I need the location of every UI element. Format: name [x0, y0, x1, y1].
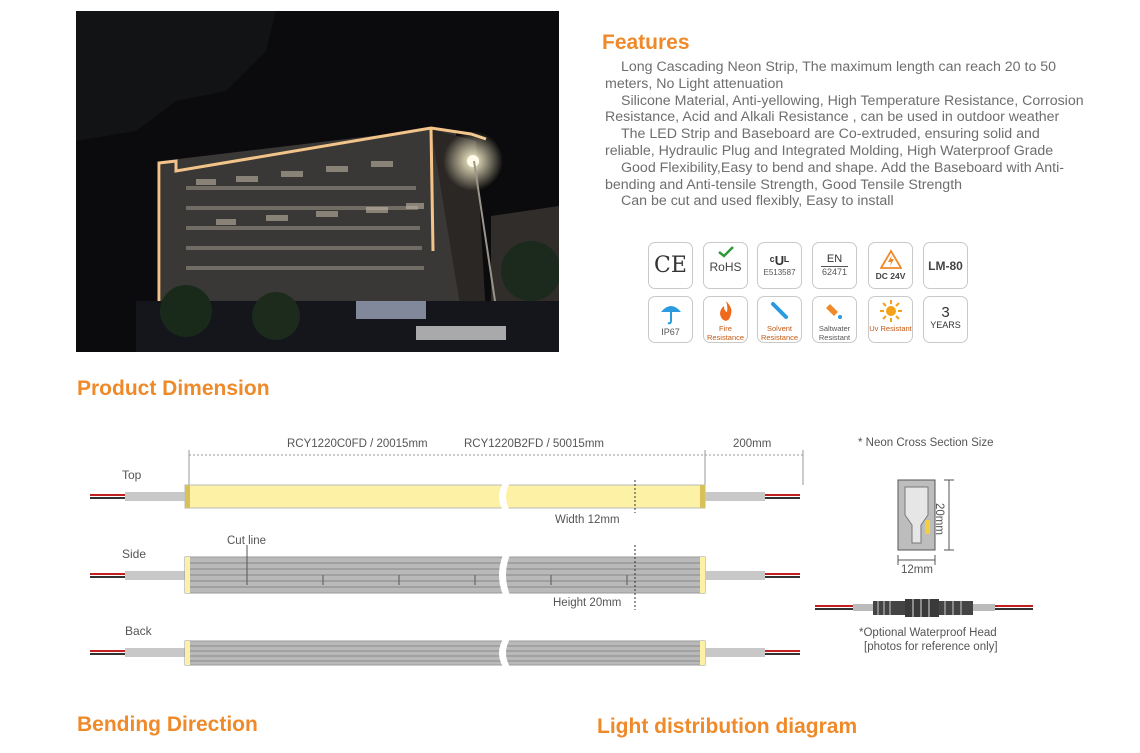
- back-view-strip: [90, 639, 800, 667]
- waterproof-connector-photo: [813, 597, 1035, 621]
- cross-width-label: 12mm: [901, 564, 933, 576]
- ip67-badge: IP67: [648, 296, 693, 343]
- bending-direction-heading: Bending Direction: [77, 713, 258, 736]
- cut-line-label: Cut line: [227, 535, 266, 547]
- feature-item: Good Flexibility,Easy to bend and shape. Add the Baseboard with Anti-bending and Anti-tensile Strength, Good Tensile Strength: [605, 159, 1064, 193]
- feature-item: Can be cut and used flexibly, Easy to install: [621, 193, 894, 210]
- salt-shaker-icon: [824, 300, 846, 322]
- feature-item: Silicone Material, Anti-yellowing, High Temperature Resistance, Corrosion Resistance, Acid and Alkali Resistance , can be used in outdoor weather: [605, 92, 1084, 126]
- ce-badge: CE: [648, 242, 693, 289]
- ul-badge: ᶜUᴸ E513587: [757, 242, 802, 289]
- flame-icon: [715, 300, 737, 322]
- top-view-strip: [90, 480, 800, 513]
- cross-section-note: * Neon Cross Section Size: [858, 437, 994, 449]
- dc-badge: DC 24V: [868, 242, 913, 289]
- building-night-photo: [76, 11, 559, 352]
- ul-logo-icon: ᶜUᴸ: [769, 253, 790, 268]
- fire-badge: Fire Resistance: [703, 296, 748, 343]
- uv-badge: Uv Resistant: [868, 296, 913, 343]
- model-b-label: RCY1220B2FD / 50015mm: [464, 438, 604, 450]
- checkmark-icon: [717, 246, 735, 258]
- cross-height-label: 20mm: [933, 503, 945, 535]
- waterproof-note: *Optional Waterproof Head: [859, 627, 997, 639]
- side-view-label: Side: [122, 547, 147, 561]
- en-badge: EN 62471: [812, 242, 857, 289]
- lm80-badge: LM-80: [923, 242, 968, 289]
- side-view-strip: [90, 545, 800, 610]
- feature-item: Long Cascading Neon Strip, The maximum length can reach 20 to 50 meters, No Light attenuation: [605, 59, 1057, 92]
- lead-length-label: 200mm: [733, 438, 772, 450]
- warranty-badge: 3 YEARS: [923, 296, 968, 343]
- solvent-badge: Solvent Resistance: [757, 296, 802, 343]
- height-label: Height 20mm: [553, 597, 622, 609]
- features-heading: Features: [602, 31, 690, 54]
- saltwater-badge: Saltwater Resistant: [812, 296, 857, 343]
- top-view-label: Top: [122, 468, 142, 482]
- product-dimension-heading: Product Dimension: [77, 377, 270, 400]
- model-a-label: RCY1220C0FD / 20015mm: [287, 438, 428, 450]
- feature-item: The LED Strip and Baseboard are Co-extruded, ensuring solid and reliable, Hydraulic Plug and Integrated Molding, High Waterproof Grade: [605, 126, 1054, 159]
- rohs-badge: RoHS: [703, 242, 748, 289]
- strip-dimension-drawing: [85, 445, 815, 675]
- pipette-icon: [769, 300, 791, 322]
- light-distribution-heading: Light distribution diagram: [597, 715, 858, 738]
- features-list: [605, 59, 1085, 210]
- sun-icon: [879, 300, 903, 322]
- warning-triangle-icon: [880, 249, 902, 269]
- width-label: Width 12mm: [555, 514, 620, 526]
- umbrella-icon: [658, 299, 684, 325]
- back-view-label: Back: [125, 624, 152, 638]
- photo-reference-note: [photos for reference only]: [864, 641, 998, 653]
